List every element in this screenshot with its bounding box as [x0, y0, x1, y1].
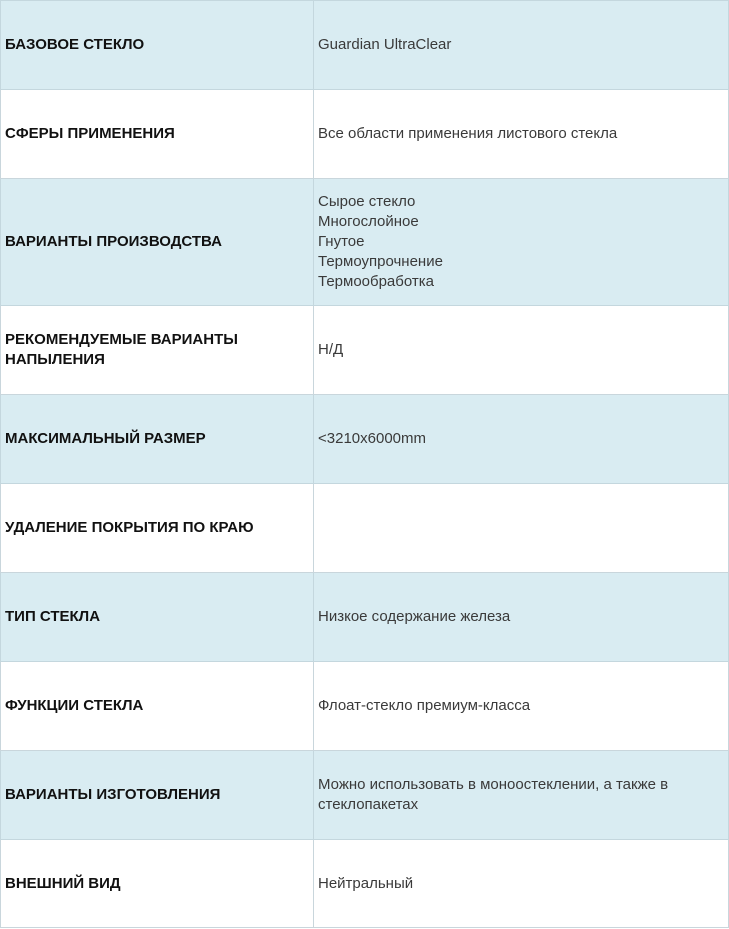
row-value: Н/Д	[314, 306, 729, 395]
row-label: РЕКОМЕНДУЕМЫЕ ВАРИАНТЫ НАПЫЛЕНИЯ	[1, 306, 314, 395]
table-row	[1, 395, 729, 484]
row-value: Низкое содержание железа	[314, 573, 729, 662]
list-item: Термообработка	[318, 273, 434, 290]
row-value: Флоат-стекло премиум-класса	[314, 662, 729, 751]
table-row	[1, 1, 729, 90]
row-value: Можно использовать в моноостеклении, а также в стеклопакетах	[314, 751, 729, 840]
row-value: Guardian UltraClear	[314, 1, 729, 90]
row-label: ВАРИАНТЫ ПРОИЗВОДСТВА	[1, 179, 314, 306]
row-value: Нейтральный	[314, 840, 729, 928]
table-row	[1, 306, 729, 395]
table-row	[1, 484, 729, 573]
row-label: УДАЛЕНИЕ ПОКРЫТИЯ ПО КРАЮ	[1, 484, 314, 573]
row-value: Все области применения листового стекла	[314, 90, 729, 179]
table-row	[1, 179, 729, 306]
list-item: Многослойное	[318, 213, 419, 230]
row-label: ТИП СТЕКЛА	[1, 573, 314, 662]
row-label: ВНЕШНИЙ ВИД	[1, 840, 314, 928]
list-item: Сырое стекло	[318, 193, 416, 210]
row-label: ФУНКЦИИ СТЕКЛА	[1, 662, 314, 751]
table-row	[1, 751, 729, 840]
table-row	[1, 662, 729, 751]
table-row	[1, 840, 729, 928]
list-item: Термоупрочнение	[318, 253, 443, 270]
list-item: Гнутое	[318, 233, 365, 250]
row-value-list	[314, 179, 729, 306]
row-label: СФЕРЫ ПРИМЕНЕНИЯ	[1, 90, 314, 179]
row-value	[314, 484, 729, 573]
table-row	[1, 90, 729, 179]
row-label: МАКСИМАЛЬНЫЙ РАЗМЕР	[1, 395, 314, 484]
row-label: ВАРИАНТЫ ИЗГОТОВЛЕНИЯ	[1, 751, 314, 840]
table-row	[1, 573, 729, 662]
row-label: БАЗОВОЕ СТЕКЛО	[1, 1, 314, 90]
row-value: <3210x6000mm	[314, 395, 729, 484]
